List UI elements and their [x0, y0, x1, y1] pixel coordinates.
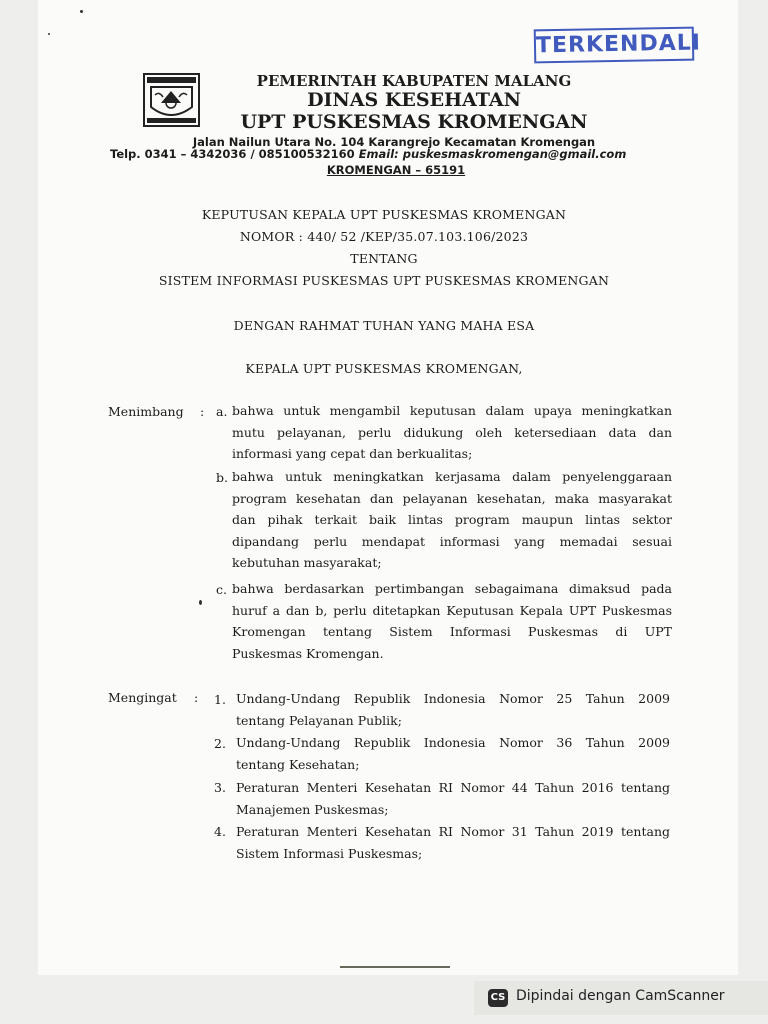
- mengingat-item-4: Peraturan Menteri Kesehatan RI Nomor 31 Tahun 2019 tentang Sistem Informasi Puskesmas;: [236, 824, 670, 861]
- scan-speck: [48, 33, 50, 35]
- letterhead-government: PEMERINTAH KABUPATEN MALANG: [256, 72, 572, 90]
- scan-speck: [80, 10, 83, 13]
- decree-title: KEPUTUSAN KEPALA UPT PUSKESMAS KROMENGAN: [201, 207, 567, 222]
- mengingat-item-2: Undang-Undang Republik Indonesia Nomor 36 Tahun 2009 tentang Kesehatan;: [236, 735, 670, 772]
- menimbang-label: Menimbang: [108, 404, 184, 419]
- mengingat-label: Mengingat: [108, 690, 177, 705]
- mengingat-item-mark: 1.: [214, 692, 226, 707]
- letterhead-email: Email: puskesmaskromengan@gmail.com: [358, 147, 627, 161]
- decree-invocation: DENGAN RAHMAT TUHAN YANG MAHA ESA: [233, 318, 535, 333]
- mengingat-item-mark: 3.: [214, 780, 226, 795]
- decree-subject: SISTEM INFORMASI PUSKESMAS UPT PUSKESMAS KROMENGAN: [158, 273, 610, 288]
- mengingat-colon: :: [194, 690, 199, 705]
- menimbang-item-mark: b.: [216, 470, 228, 485]
- letterhead-contact: [110, 147, 626, 161]
- letterhead-agency: DINAS KESEHATAN: [307, 89, 521, 111]
- page-bottom-mark: [340, 966, 450, 968]
- letterhead-postal: KROMENGAN – 65191: [326, 163, 466, 177]
- menimbang-item-mark: a.: [216, 404, 228, 419]
- letterhead-unit: UPT PUSKESMAS KROMENGAN: [240, 111, 588, 133]
- mengingat-item-mark: 2.: [214, 736, 226, 751]
- scan-speck: [199, 600, 202, 605]
- camscanner-icon: CS: [488, 989, 508, 1007]
- menimbang-item-mark: c.: [216, 582, 227, 597]
- letterhead-phone: Telp. 0341 – 4342036 / 085100532160: [110, 147, 355, 161]
- mengingat-item-mark: 4.: [214, 824, 226, 839]
- mengingat-item-1: Undang-Undang Republik Indonesia Nomor 25 Tahun 2009 tentang Pelayanan Publik;: [236, 691, 670, 728]
- terkendali-stamp: TERKENDALI: [534, 27, 695, 64]
- letterhead-address: Jalan Nailun Utara No. 104 Karangrejo Kecamatan Kromengan: [192, 135, 596, 149]
- decree-issuer: KEPALA UPT PUSKESMAS KROMENGAN,: [245, 361, 523, 376]
- decree-number: NOMOR : 440/ 52 /KEP/35.07.103.106/2023: [239, 229, 529, 244]
- camscanner-label: Dipindai dengan CamScanner: [516, 988, 725, 1004]
- menimbang-item-b: bahwa untuk meningkatkan kerjasama dalam penyelenggaraan program kesehatan dan pelayanan kesehatan, maka masyarakat dan pihak terkait baik lintas program maupun lintas sektor dipandang perlu mendapat informasi yang memadai sesuai kebutuhan masyarakat;: [232, 469, 672, 570]
- menimbang-item-c: bahwa berdasarkan pertimbangan sebagaimana dimaksud pada huruf a dan b, perlu ditetapkan Keputusan Kepala UPT Puskesmas Kromengan tentang Sistem Informasi Puskesmas di UPT Puskesmas Kromengan.: [232, 581, 672, 661]
- decree-tentang: TENTANG: [350, 251, 418, 266]
- menimbang-colon: :: [200, 404, 205, 419]
- camscanner-watermark: [474, 981, 768, 1015]
- mengingat-item-3: Peraturan Menteri Kesehatan RI Nomor 44 Tahun 2016 tentang Manajemen Puskesmas;: [236, 780, 670, 817]
- menimbang-item-a: bahwa untuk mengambil keputusan dalam upaya meningkatkan mutu pelayanan, perlu didukung oleh ketersediaan data dan informasi yang cepat dan berkualitas;: [232, 403, 672, 461]
